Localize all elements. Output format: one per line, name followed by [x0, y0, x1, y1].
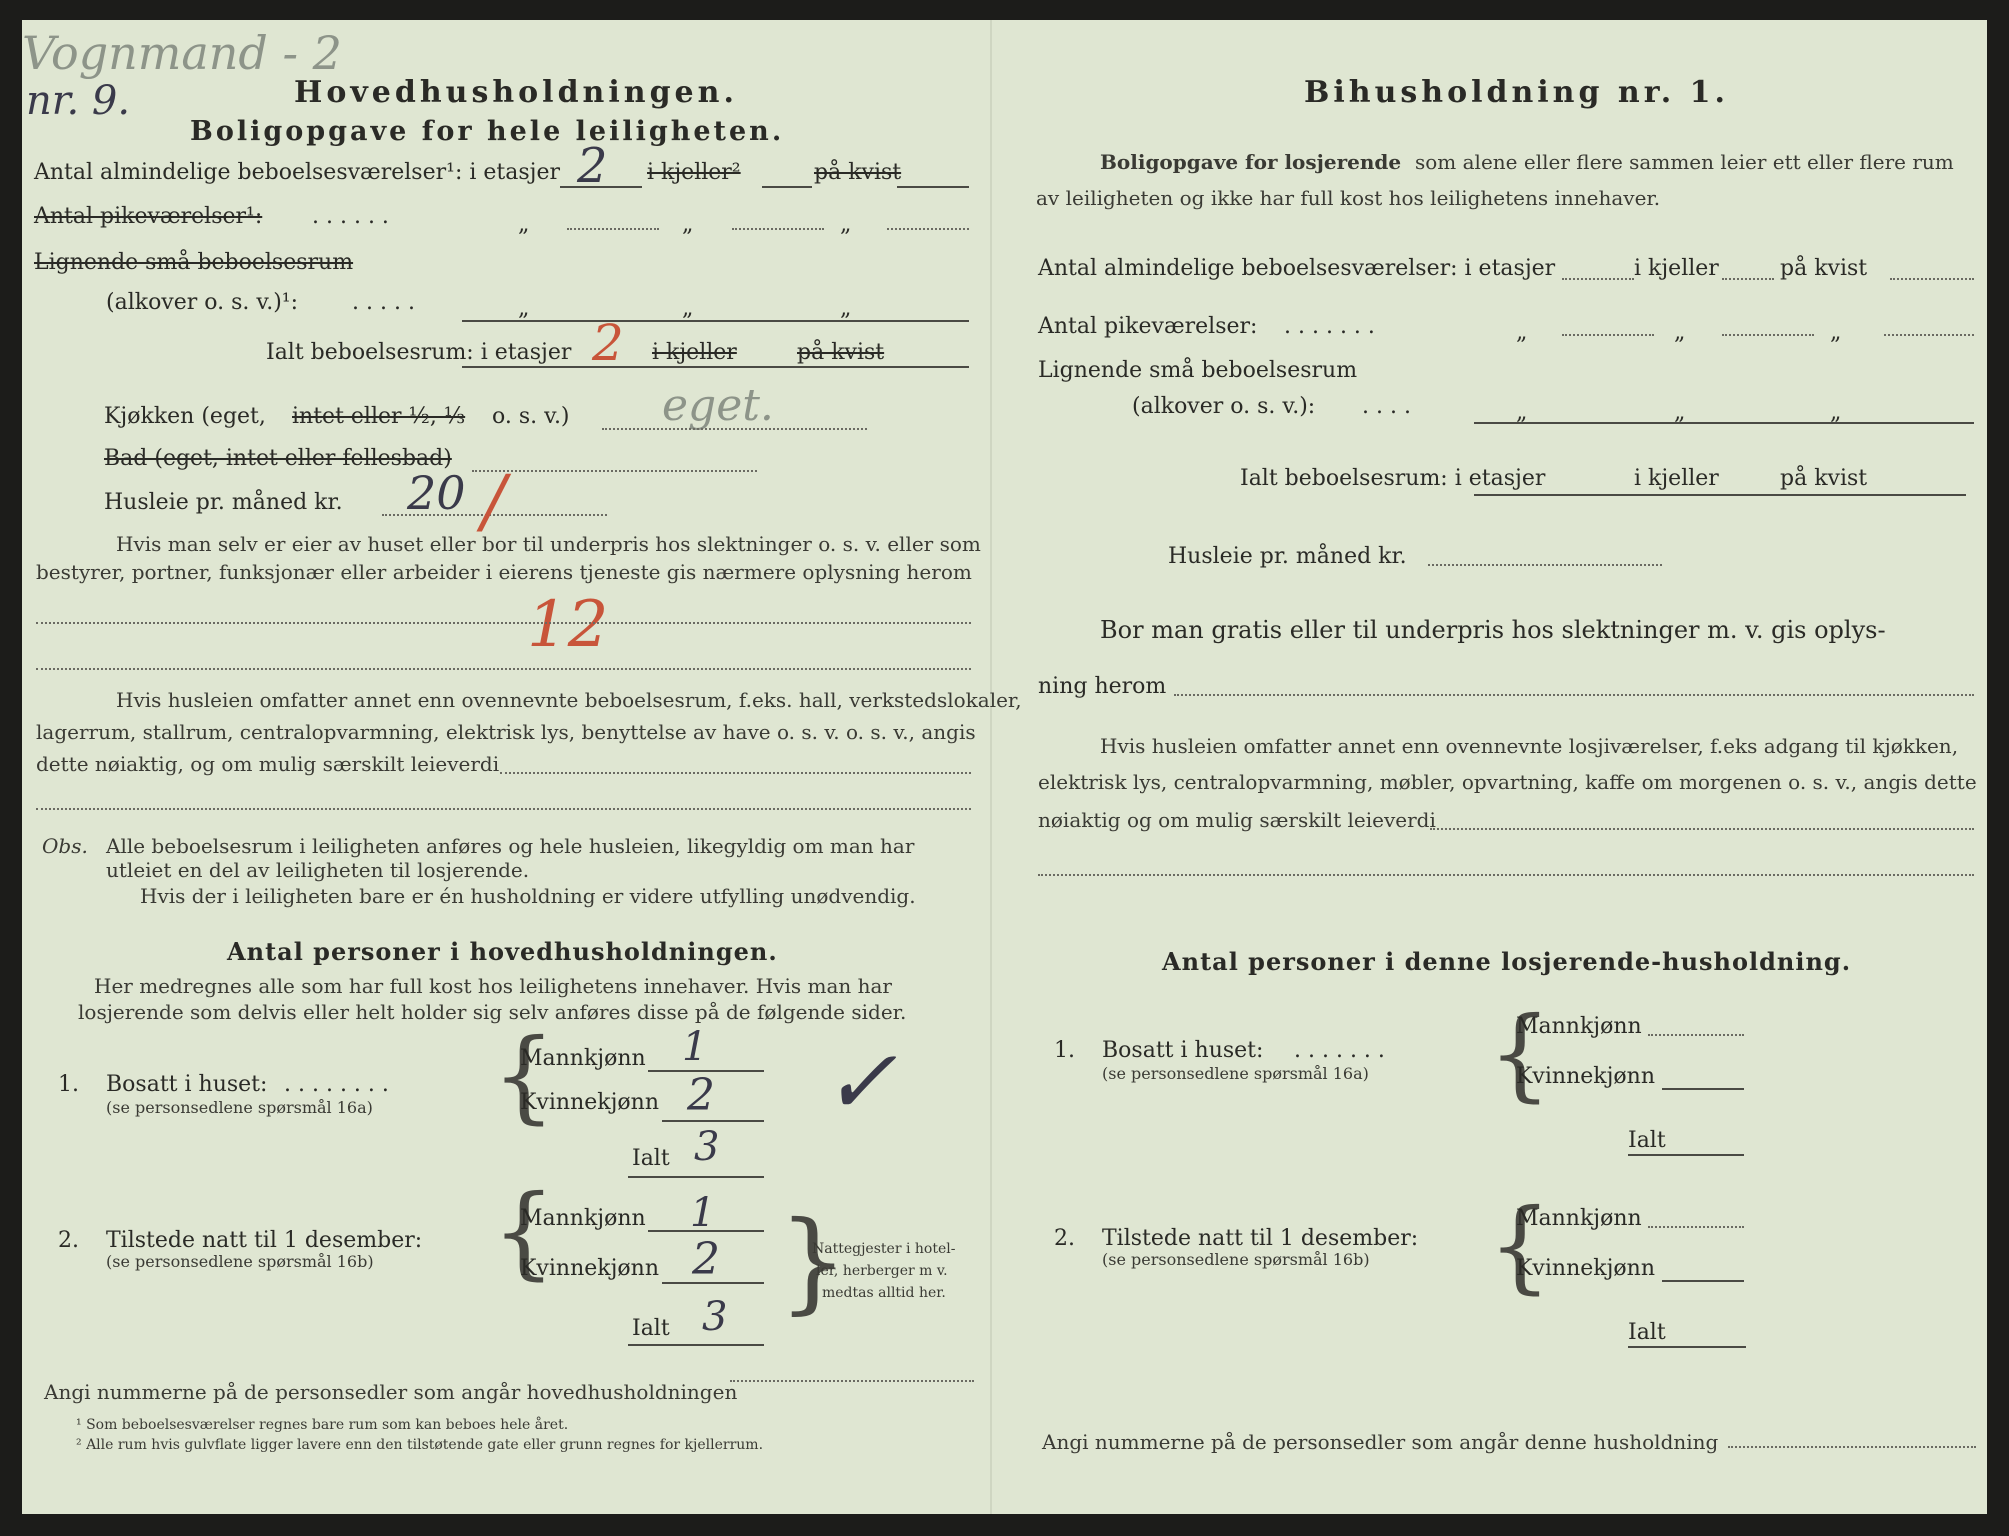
persons-text-1: Her medregnes alle som har full kost hos leilighetens innehaver. Hvis man har	[94, 974, 892, 998]
q1-mann-value: 1	[682, 1024, 708, 1070]
q1-label: Bosatt i huset:	[106, 1072, 268, 1097]
right-intro-bold: Boligopgave for losjerende	[1100, 150, 1402, 174]
right-free-1: Bor man gratis eller til underpris hos slektninger m. v. gis oplys-	[1100, 616, 1886, 644]
total-kvist-label: på kvist	[797, 340, 885, 365]
right-maid-label: Antal pikeværelser:	[1038, 314, 1258, 339]
rooms-etasjer-value: 2	[577, 138, 608, 194]
alcove-ditto-1: „	[518, 296, 530, 321]
q2-mann-line	[648, 1230, 764, 1232]
q1-kvinne-value: 2	[687, 1070, 715, 1121]
alcove-dots: . . . . .	[352, 290, 415, 315]
q1-mann-label: Mannkjønn	[520, 1046, 646, 1071]
right-includes-1: Hvis husleien omfatter annet enn ovennevnte losjiværelser, f.eks adgang til kjøkken,	[1100, 734, 1959, 758]
q2-kvinne-value: 2	[692, 1234, 720, 1285]
alcove-label-b: (alkover o. s. v.)¹:	[106, 290, 299, 315]
left-angi-line	[730, 1380, 974, 1382]
rent-label: Husleie pr. måned kr.	[104, 490, 343, 515]
right-persons-title: Antal personer i denne losjerende-husholdning.	[1162, 947, 1852, 976]
right-q2-sub: (se personsedlene spørsmål 16b)	[1102, 1250, 1370, 1269]
right-total-kjeller: i kjeller	[1634, 466, 1719, 491]
q2-number: 2.	[58, 1228, 79, 1253]
right-q1-brace: {	[1488, 995, 1552, 1112]
right-q1-ialt-line	[1628, 1154, 1744, 1156]
right-maid-dots: . . . . . . .	[1284, 314, 1375, 339]
obs-label: Obs.	[42, 834, 88, 858]
q2-right-brace: }	[778, 1197, 848, 1325]
persons-title: Antal personer i hovedhusholdningen.	[227, 937, 778, 966]
right-q2-mann-line	[1648, 1226, 1744, 1228]
total-line	[462, 366, 969, 368]
right-q2-number: 2.	[1054, 1226, 1075, 1251]
q2-mann-value: 1	[690, 1190, 716, 1236]
right-maid-line-3	[1884, 334, 1974, 336]
total-kjeller-label: i kjeller	[652, 340, 737, 365]
rent-red-mark: /	[482, 460, 506, 542]
page-fold	[990, 20, 992, 1514]
right-alcove-a: Lignende små beboelsesrum	[1038, 358, 1358, 383]
right-q2-brace: {	[1488, 1187, 1552, 1304]
includes-text-1: Hvis husleien omfatter annet enn ovennevnte beboelsesrum, f.eks. hall, verkstedslokaler,	[116, 688, 1022, 712]
right-angi-line	[1728, 1446, 1976, 1448]
bath-label: Bad (eget, intet eller fellesbad)	[104, 446, 452, 471]
right-intro-2: av leiligheten og ikke har full kost hos leilighetens innehaver.	[1036, 186, 1661, 210]
right-includes-line-2	[1038, 874, 1974, 876]
q1-sub: (se personsedlene spørsmål 16a)	[106, 1098, 373, 1117]
total-etasjer-value: 2	[592, 314, 624, 372]
maid-line-1	[567, 228, 659, 230]
q2-ialt-value: 3	[702, 1294, 728, 1340]
bath-line	[472, 470, 757, 472]
right-rooms-kvist: på kvist	[1780, 256, 1868, 281]
alcove-line	[462, 320, 969, 322]
right-q1-mann: Mannkjønn	[1516, 1014, 1642, 1039]
kitchen-label-a: Kjøkken (eget,	[104, 404, 266, 429]
right-alcove-b: (alkover o. s. v.):	[1132, 394, 1316, 419]
right-rooms-label: Antal almindelige beboelsesværelser: i etasjer	[1038, 256, 1556, 281]
q2-ialt-label: Ialt	[632, 1316, 670, 1341]
left-angi: Angi nummerne på de personsedler som angår hovedhusholdningen	[44, 1380, 738, 1404]
q2-kvinne-label: Kvinnekjønn	[520, 1256, 659, 1281]
right-maid-line-2	[1722, 334, 1814, 336]
right-q1-mann-line	[1648, 1034, 1744, 1036]
right-rooms-kvist-line	[1890, 278, 1974, 280]
right-includes-line-1	[1430, 828, 1974, 830]
obs-text-1: Alle beboelsesrum i leiligheten anføres og hele husleien, likegyldig om man har	[106, 834, 915, 858]
right-intro-1: som alene eller flere sammen leier ett eller flere rum	[1415, 150, 1954, 174]
q2-brace: {	[492, 1173, 556, 1290]
kitchen-label-b: intet eller ½, ⅓	[292, 404, 466, 429]
right-maid-ditto-1: „	[1516, 320, 1528, 345]
checkmark: ✓	[822, 1030, 898, 1135]
corner-note-occupation: Vognmand - 2	[22, 26, 342, 80]
right-q1-dots: . . . . . . .	[1294, 1038, 1385, 1063]
corner-note-number: nr. 9.	[26, 78, 131, 124]
kitchen-label-c: o. s. v.)	[492, 404, 570, 429]
right-total-label: Ialt beboelsesrum: i etasjer	[1240, 466, 1546, 491]
maid-rooms-label: Antal pikeværelser¹:	[34, 204, 263, 229]
right-rooms-kjeller-line	[1722, 278, 1774, 280]
right-q1-kvinne-line	[1662, 1088, 1744, 1090]
maid-line-3	[887, 228, 969, 230]
q1-ialt-label: Ialt	[632, 1146, 670, 1171]
rent-value: 20	[407, 466, 466, 520]
right-alcove-ditto-3: „	[1830, 400, 1842, 425]
q1-ialt-line	[628, 1176, 764, 1178]
right-total-kvist: på kvist	[1780, 466, 1868, 491]
maid-rooms-dots: . . . . . .	[312, 204, 389, 229]
right-free-line	[1174, 694, 1974, 696]
left-title: Hovedhusholdningen.	[294, 75, 738, 110]
maid-ditto-3: „	[840, 212, 852, 237]
includes-line-2	[36, 808, 971, 810]
right-rent-label: Husleie pr. måned kr.	[1168, 544, 1407, 569]
rooms-kvist-line	[897, 186, 969, 188]
q1-dots: . . . . . . . .	[284, 1072, 389, 1097]
right-alcove-dots: . . . .	[1362, 394, 1411, 419]
right-rooms-etasjer-line	[1562, 278, 1634, 280]
right-alcove-ditto-2: „	[1674, 400, 1686, 425]
includes-line-1	[500, 772, 971, 774]
right-angi: Angi nummerne på de personsedler som angår denne husholdning	[1042, 1430, 1719, 1454]
includes-text-3: dette nøiaktig, og om mulig særskilt leieverdi	[36, 752, 500, 776]
right-includes-2: elektrisk lys, centralopvarmning, møbler, opvartning, kaffe om morgenen o. s. v., angis dette	[1038, 770, 1977, 794]
night-guests-3: medtas alltid her.	[822, 1285, 946, 1301]
q1-brace: {	[492, 1017, 556, 1134]
rooms-kjeller-line	[762, 186, 812, 188]
footnote-1: ¹ Som beboelsesværelser regnes bare rum som kan beboes hele året.	[76, 1417, 569, 1433]
census-form-page	[22, 20, 1987, 1514]
maid-ditto-2: „	[682, 212, 694, 237]
right-q2-kvinne-line	[1662, 1280, 1744, 1282]
owner-line-1	[36, 622, 971, 624]
right-q2-label: Tilstede natt til 1 desember:	[1102, 1226, 1419, 1251]
footnote-2: ² Alle rum hvis gulvflate ligger lavere enn den tilstøtende gate eller grunn regnes for kjellerrum.	[76, 1437, 764, 1453]
persons-text-2: losjerende som delvis eller helt holder sig selv anføres disse på de følgende sider.	[78, 1000, 907, 1024]
alcove-label-a: Lignende små beboelsesrum	[34, 250, 354, 275]
q2-ialt-line	[628, 1344, 764, 1346]
right-q1-kvinne: Kvinnekjønn	[1516, 1064, 1655, 1089]
q1-ialt-value: 3	[694, 1124, 720, 1170]
right-rooms-kjeller: i kjeller	[1634, 256, 1719, 281]
includes-text-2: lagerrum, stallrum, centralopvarmning, elektrisk lys, benyttelse av have o. s. v. o. s. v., angis	[36, 720, 976, 744]
right-maid-ditto-3: „	[1830, 320, 1842, 345]
night-guests-2: ler, herberger m v.	[816, 1263, 948, 1279]
right-q2-kvinne: Kvinnekjønn	[1516, 1256, 1655, 1281]
right-q1-sub: (se personsedlene spørsmål 16a)	[1102, 1064, 1369, 1083]
owner-line-2	[36, 668, 971, 670]
right-alcove-ditto-1: „	[1516, 400, 1528, 425]
maid-ditto-1: „	[518, 212, 530, 237]
right-free-2: ning herom	[1038, 674, 1167, 699]
kitchen-line	[602, 428, 867, 430]
total-rooms-label: Ialt beboelsesrum: i etasjer	[266, 340, 572, 365]
right-rent-line	[1428, 564, 1662, 566]
q1-number: 1.	[58, 1072, 79, 1097]
right-alcove-line	[1474, 422, 1974, 424]
right-q2-mann: Mannkjønn	[1516, 1206, 1642, 1231]
alcove-ditto-2: „	[682, 296, 694, 321]
rooms-kjeller-label: i kjeller²	[647, 160, 741, 185]
q1-kvinne-label: Kvinnekjønn	[520, 1090, 659, 1115]
maid-line-2	[732, 228, 824, 230]
night-guests-1: Nattegjester i hotel-	[812, 1241, 956, 1257]
right-q1-label: Bosatt i huset:	[1102, 1038, 1264, 1063]
q2-kvinne-line	[662, 1282, 764, 1284]
owner-text-2: bestyrer, portner, funksjonær eller arbeider i eierens tjeneste gis nærmere oplysning herom	[36, 560, 972, 584]
right-maid-ditto-2: „	[1674, 320, 1686, 345]
right-q1-ialt: Ialt	[1628, 1128, 1666, 1153]
owner-value: 12	[527, 588, 609, 662]
right-q2-ialt: Ialt	[1628, 1320, 1666, 1345]
q2-label: Tilstede natt til 1 desember:	[106, 1228, 423, 1253]
right-includes-3: nøiaktig og om mulig særskilt leieverdi	[1038, 808, 1436, 832]
obs-text-3: Hvis der i leiligheten bare er én husholdning er videre utfylling unødvendig.	[140, 884, 916, 908]
kitchen-value: eget.	[662, 380, 774, 431]
right-maid-line-1	[1562, 334, 1654, 336]
right-total-line	[1474, 494, 1966, 496]
q2-sub: (se personsedlene spørsmål 16b)	[106, 1252, 374, 1271]
owner-text-1: Hvis man selv er eier av huset eller bor til underpris hos slektninger o. s. v. eller som	[116, 532, 981, 556]
right-title: Bihusholdning nr. 1.	[1304, 75, 1729, 110]
q2-mann-label: Mannkjønn	[520, 1206, 646, 1231]
alcove-ditto-3: „	[840, 296, 852, 321]
rooms-kvist-label: på kvist	[814, 160, 902, 185]
rooms-label: Antal almindelige beboelsesværelser¹: i etasjer	[34, 160, 561, 185]
obs-text-2: utleiet en del av leiligheten til losjerende.	[106, 858, 530, 882]
right-q2-ialt-line	[1628, 1346, 1746, 1348]
right-q1-number: 1.	[1054, 1038, 1075, 1063]
left-subtitle: Boligopgave for hele leiligheten.	[190, 116, 785, 147]
q1-kvinne-line	[662, 1120, 764, 1122]
